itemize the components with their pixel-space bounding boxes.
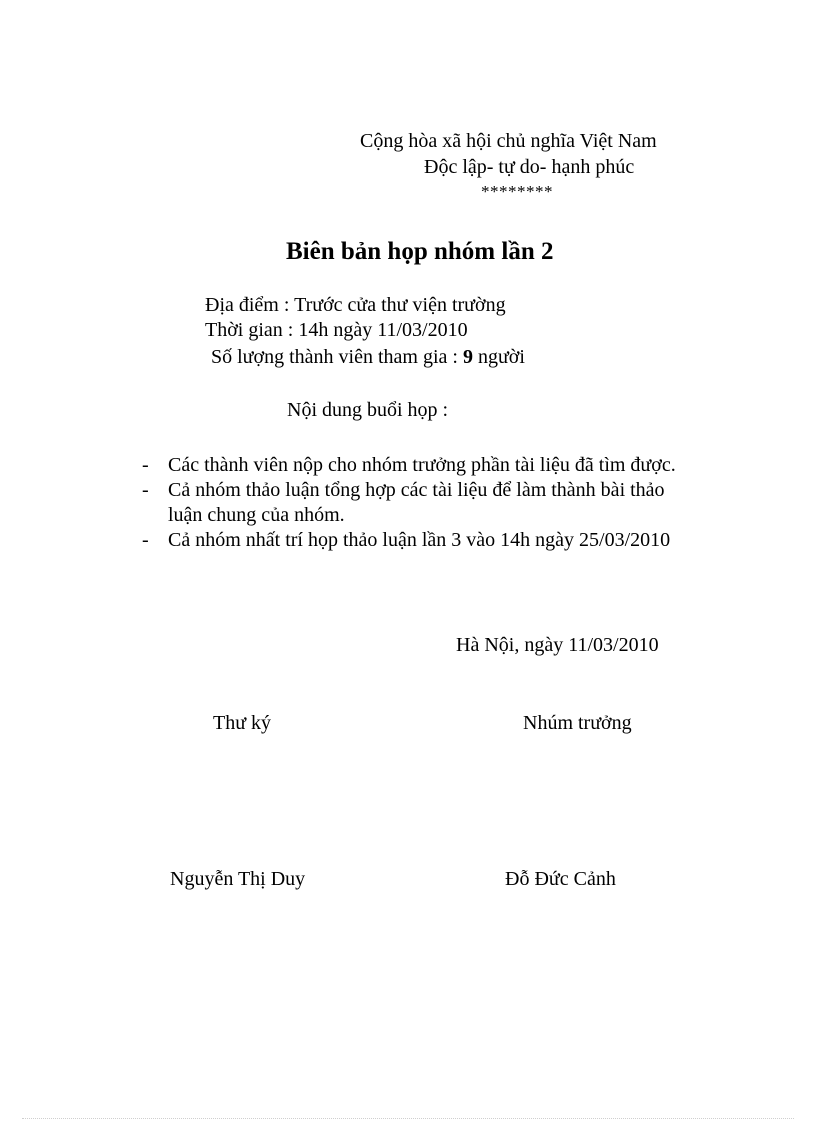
- nation-heading: Cộng hòa xã hội chủ nghĩa Việt Nam: [360, 130, 657, 152]
- bullet-dash: -: [142, 479, 149, 501]
- member-count-line: [211, 347, 525, 367]
- agenda-item-text: Cả nhóm nhất trí họp thảo luận lần 3 vào 14h ngày 25/03/2010: [168, 529, 671, 551]
- leader-name: Đỗ Đức Cảnh: [505, 868, 616, 890]
- agenda-list: [142, 453, 682, 553]
- list-item: [142, 528, 682, 553]
- motto-heading: Độc lập- tự do- hạnh phúc: [424, 156, 635, 178]
- list-item: [142, 478, 682, 528]
- secretary-name: Nguyễn Thị Duy: [170, 868, 306, 890]
- agenda-item-text: Các thành viên nộp cho nhóm trưởng phần tài liệu đã tìm được.: [168, 454, 676, 476]
- star-divider: ********: [481, 182, 553, 201]
- member-count-unit: người: [472, 346, 525, 368]
- leader-title: Nhúm trưởng: [523, 712, 632, 734]
- meeting-location: Địa điểm : Trước cửa thư viện trường: [205, 294, 506, 316]
- meeting-time: Thời gian : 14h ngày 11/03/2010: [205, 319, 468, 341]
- agenda-heading: Nội dung buổi họp :: [287, 399, 449, 421]
- bullet-dash: -: [142, 529, 149, 551]
- date-line: Hà Nội, ngày 11/03/2010: [456, 634, 659, 656]
- member-count-label: Số lượng thành viên tham gia :: [211, 346, 463, 368]
- bullet-dash: -: [142, 454, 149, 476]
- document-title: Biên bản họp nhóm lần 2: [286, 238, 554, 265]
- member-count-value: 9: [462, 346, 473, 368]
- agenda-item-text: Cả nhóm thảo luận tổng hợp các tài liệu để làm thành bài thảo luận chung của nhóm.: [168, 479, 665, 526]
- secretary-title: Thư ký: [213, 712, 272, 734]
- list-item: [142, 453, 682, 478]
- page-bottom-edge: [22, 1118, 794, 1119]
